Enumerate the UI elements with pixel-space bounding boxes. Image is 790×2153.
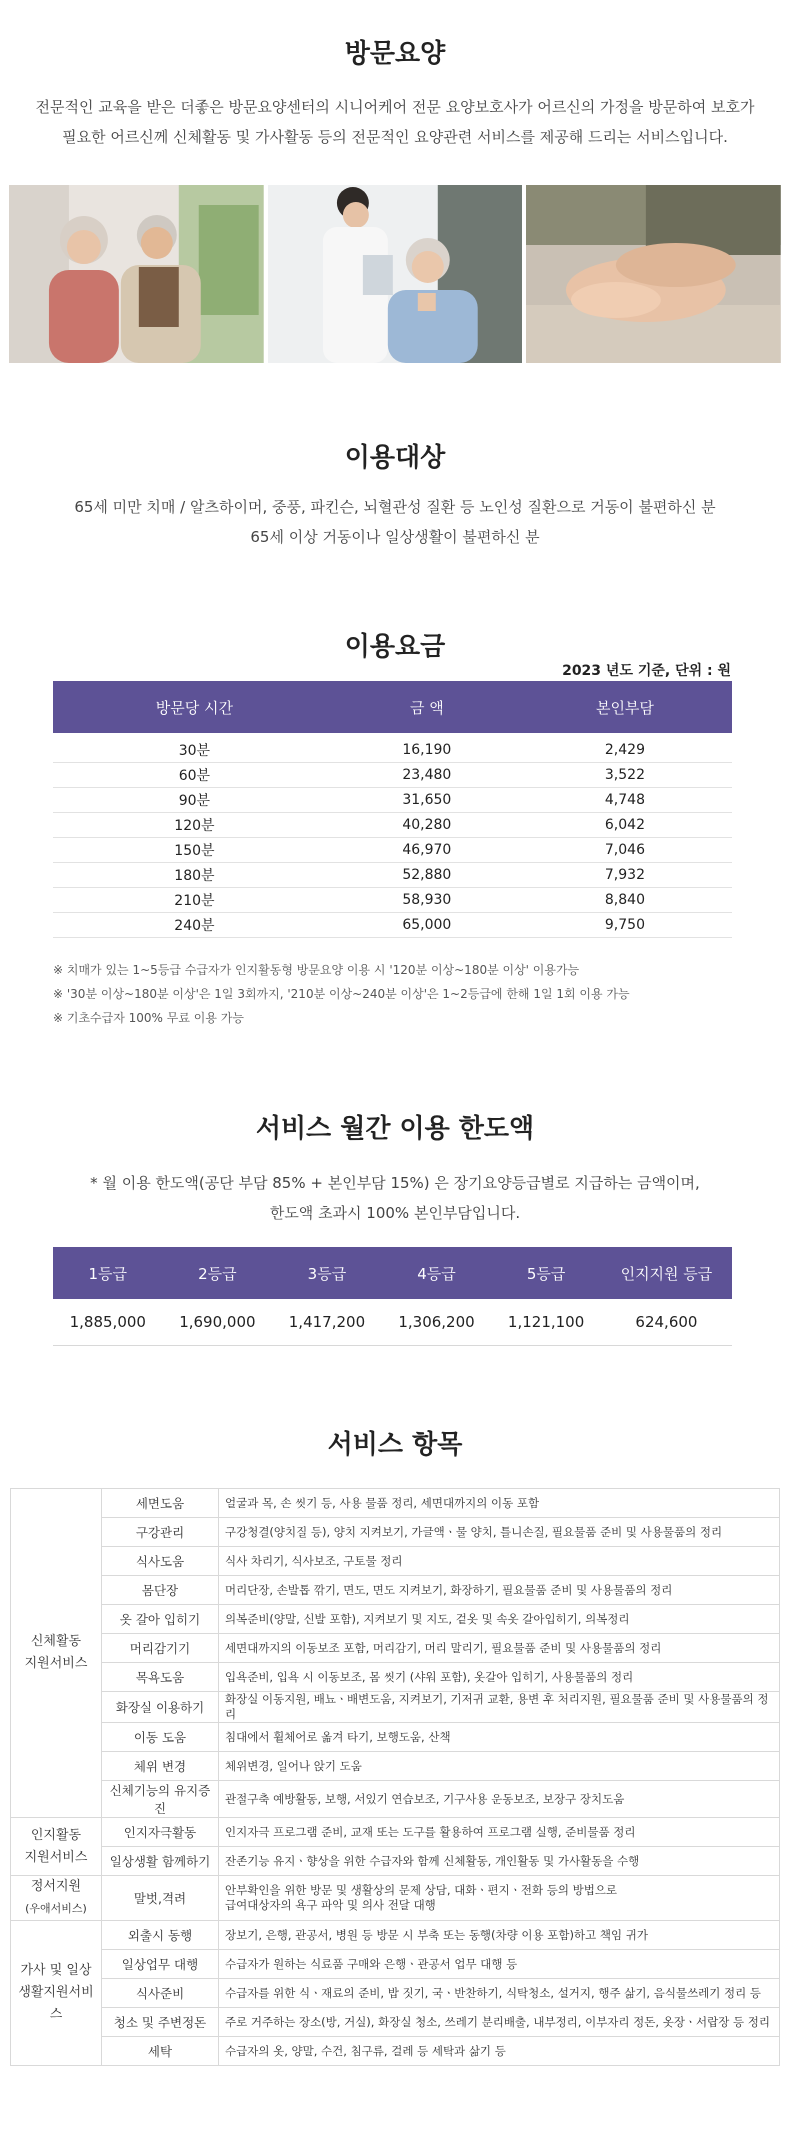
table-row	[53, 763, 732, 788]
table-row	[53, 863, 732, 888]
service-category-line: 생활지원서비스	[18, 1985, 94, 2022]
service-desc: 입욕준비, 입욕 시 이동보조, 몸 씻기 (샤워 포함), 옷갈아 입히기, 사용물품의 정리	[219, 1663, 780, 1692]
service-category	[11, 1921, 102, 2066]
fee-copay: 4,748	[518, 788, 732, 813]
fee-copay: 9,750	[518, 913, 732, 938]
fee-header: 방문당 시간	[53, 681, 336, 733]
table-row	[11, 2008, 780, 2037]
service-category-line: 인지활동	[30, 1827, 82, 1843]
fee-copay: 7,932	[518, 863, 732, 888]
fee-amount: 52,880	[336, 863, 518, 888]
monthly-limit-line: * 월 이용 한도액(공단 부담 85% + 본인부담 15%) 은 장기요양등급별로 지급하는 금액이며,	[90, 1174, 700, 1192]
eligibility-description	[0, 492, 790, 552]
fee-time: 120분	[53, 813, 336, 838]
service-category	[11, 1489, 102, 1818]
service-desc: 식사 차리기, 식사보조, 구토물 정리	[219, 1547, 780, 1576]
grade-value: 624,600	[601, 1299, 732, 1346]
service-desc	[219, 1876, 780, 1921]
grade-header: 4등급	[382, 1247, 492, 1299]
table-row	[53, 813, 732, 838]
service-desc: 화장실 이동지원, 배뇨ㆍ배변도움, 지켜보기, 기저귀 교환, 용변 후 처리지원, 필요물품 준비 및 사용물품의 정리	[219, 1692, 780, 1723]
services-title: 서비스 항목	[327, 1430, 463, 1460]
table-row	[11, 2037, 780, 2066]
service-desc: 장보기, 은행, 관공서, 병원 등 방문 시 부축 또는 동행(차량 이용 포함)하고 책임 귀가	[219, 1921, 780, 1950]
table-row	[11, 1634, 780, 1663]
table-row	[11, 1547, 780, 1576]
fee-amount: 65,000	[336, 913, 518, 938]
service-desc: 얼굴과 목, 손 씻기 등, 사용 물품 정리, 세면대까지의 이동 포함	[219, 1489, 780, 1518]
table-row	[53, 838, 732, 863]
table-row	[11, 1489, 780, 1518]
fee-note: ※ 기초수급자 100% 무료 이용 가능	[53, 1006, 753, 1030]
table-row	[53, 888, 732, 913]
grade-header: 1등급	[53, 1247, 163, 1299]
service-item: 식사도움	[102, 1547, 219, 1576]
fee-note: ※ 치매가 있는 1~5등급 수급자가 인지활동형 방문요양 이용 시 '120분 이상~180분 이상' 이용가능	[53, 958, 753, 982]
fee-header: 금 액	[336, 681, 518, 733]
table-row	[11, 1979, 780, 2008]
service-category	[11, 1876, 102, 1921]
service-item: 목욕도움	[102, 1663, 219, 1692]
grade-header: 5등급	[491, 1247, 601, 1299]
fee-note: ※ '30분 이상~180분 이상'은 1일 3회까지, '210분 이상~240분 이상'은 1~2등급에 한해 1일 1회 이용 가능	[53, 982, 753, 1006]
table-row	[11, 1847, 780, 1876]
table-row	[53, 733, 732, 763]
table-row	[11, 1663, 780, 1692]
photo-holding-hands	[526, 185, 781, 363]
eligibility-line: 65세 미만 치매 / 알츠하이머, 중풍, 파킨슨, 뇌혈관성 질환 등 노인성 질환으로 거동이 불편하신 분	[74, 498, 716, 516]
table-row	[11, 1576, 780, 1605]
table-row	[53, 788, 732, 813]
service-desc: 침대에서 휠체어로 옮겨 타기, 보행도움, 산책	[219, 1723, 780, 1752]
table-row	[11, 1818, 780, 1847]
service-item: 말벗,격려	[102, 1876, 219, 1921]
visit-care-description	[0, 92, 790, 152]
table-row	[11, 1518, 780, 1547]
grade-value: 1,885,000	[53, 1299, 163, 1346]
fee-header: 본인부담	[518, 681, 732, 733]
service-desc: 관절구축 예방활동, 보행, 서있기 연습보조, 기구사용 운동보조, 보장구 장치도움	[219, 1781, 780, 1818]
grade-value: 1,690,000	[163, 1299, 273, 1346]
service-category-line: 정서지원	[30, 1879, 82, 1894]
service-category	[11, 1818, 102, 1876]
visit-care-line: 전문적인 교육을 받은 더좋은 방문요양센터의 시니어케어 전문 요양보호사가 어르신의 가정을 방문하여 보호가	[35, 98, 755, 116]
table-row	[53, 1299, 732, 1346]
fee-amount: 23,480	[336, 763, 518, 788]
service-desc: 주로 거주하는 장소(방, 거실), 화장실 청소, 쓰레기 분리배출, 내부정리, 이부자리 정돈, 옷장ㆍ서랍장 등 정리	[219, 2008, 780, 2037]
table-row	[11, 1605, 780, 1634]
service-item: 구강관리	[102, 1518, 219, 1547]
monthly-limit-description	[0, 1168, 790, 1228]
fee-notes	[53, 958, 753, 1030]
service-desc: 구강청결(양치질 등), 양치 지켜보기, 가글액ㆍ물 양치, 틀니손질, 필요물품 준비 및 사용물품의 정리	[219, 1518, 780, 1547]
service-desc-text: 안부확인을 위한 방문 및 생활상의 문제 상담, 대화ㆍ편지ㆍ전화 등의 방법으로 급여대상자의 욕구 파악 및 의사 전달 대행	[225, 1883, 618, 1912]
service-item: 체위 변경	[102, 1752, 219, 1781]
service-desc: 인지자극 프로그램 준비, 교재 또는 도구를 활용하여 프로그램 실행, 준비물품 정리	[219, 1818, 780, 1847]
service-desc: 수급자가 원하는 식료품 구매와 은행ㆍ관공서 업무 대행 등	[219, 1950, 780, 1979]
fee-copay: 3,522	[518, 763, 732, 788]
service-desc: 세면대까지의 이동보조 포함, 머리감기, 머리 말리기, 필요물품 준비 및 사용물품의 정리	[219, 1634, 780, 1663]
grade-value: 1,306,200	[382, 1299, 492, 1346]
fee-time: 90분	[53, 788, 336, 813]
fee-copay: 2,429	[518, 733, 732, 763]
table-row	[53, 913, 732, 938]
service-item: 식사준비	[102, 1979, 219, 2008]
table-row	[11, 1752, 780, 1781]
fee-copay: 8,840	[518, 888, 732, 913]
fee-copay: 6,042	[518, 813, 732, 838]
monthly-limit-title: 서비스 월간 이용 한도액	[255, 1114, 535, 1144]
table-row	[11, 1692, 780, 1723]
fee-time: 210분	[53, 888, 336, 913]
fee-time: 30분	[53, 733, 336, 763]
grade-value: 1,121,100	[491, 1299, 601, 1346]
service-item: 화장실 이용하기	[102, 1692, 219, 1723]
fee-time: 150분	[53, 838, 336, 863]
service-category-line: 신체활동	[30, 1634, 82, 1649]
service-desc: 의복준비(양말, 신발 포함), 지켜보기 및 지도, 겉옷 및 속옷 갈아입히기, 의복정리	[219, 1605, 780, 1634]
service-desc: 머리단장, 손발톱 깎기, 면도, 면도 지켜보기, 화장하기, 필요물품 준비 및 사용물품의 정리	[219, 1576, 780, 1605]
fee-time: 240분	[53, 913, 336, 938]
photo-senior-couple	[9, 185, 264, 363]
eligibility-title: 이용대상	[344, 443, 446, 473]
visit-care-line: 필요한 어르신께 신체활동 및 가사활동 등의 전문적인 요양관련 서비스를 제공해 드리는 서비스입니다.	[62, 128, 728, 146]
table-row	[11, 1781, 780, 1818]
fee-amount: 16,190	[336, 733, 518, 763]
fee-table	[53, 681, 732, 938]
visit-care-title: 방문요양	[344, 39, 446, 69]
service-category-line: 지원서비스	[24, 1849, 88, 1865]
service-desc: 잔존기능 유지ㆍ향상을 위한 수급자와 함께 신체활동, 개인활동 및 가사활동을 수행	[219, 1847, 780, 1876]
photo-strip	[9, 185, 781, 363]
service-item: 청소 및 주변정돈	[102, 2008, 219, 2037]
fee-copay: 7,046	[518, 838, 732, 863]
service-desc: 수급자의 옷, 양말, 수건, 침구류, 걸레 등 세탁과 삶기 등	[219, 2037, 780, 2066]
service-category-line: (우애서비스)	[25, 1902, 87, 1915]
service-item: 일상업무 대행	[102, 1950, 219, 1979]
fee-amount: 46,970	[336, 838, 518, 863]
fee-amount: 40,280	[336, 813, 518, 838]
service-item: 신체기능의 유지증진	[102, 1781, 219, 1818]
service-item: 몸단장	[102, 1576, 219, 1605]
grade-header: 인지지원 등급	[601, 1247, 732, 1299]
fee-amount: 58,930	[336, 888, 518, 913]
service-item: 외출시 동행	[102, 1921, 219, 1950]
service-item: 세면도움	[102, 1489, 219, 1518]
grade-limit-table	[53, 1247, 732, 1346]
grade-header: 3등급	[272, 1247, 382, 1299]
fee-time: 180분	[53, 863, 336, 888]
service-item: 이동 도움	[102, 1723, 219, 1752]
table-row	[11, 1876, 780, 1921]
monthly-limit-line: 한도액 초과시 100% 본인부담입니다.	[269, 1204, 521, 1222]
service-desc: 수급자를 위한 식ㆍ재료의 준비, 밥 짓기, 국ㆍ반찬하기, 식탁청소, 설거지, 행주 삶기, 음식물쓰레기 정리 등	[219, 1979, 780, 2008]
grade-value: 1,417,200	[272, 1299, 382, 1346]
fees-basis: 2023 년도 기준, 단위 : 원	[562, 663, 731, 679]
table-row	[11, 1723, 780, 1752]
service-item: 세탁	[102, 2037, 219, 2066]
eligibility-line: 65세 이상 거동이나 일상생활이 불편하신 분	[250, 528, 540, 546]
service-item: 머리감기기	[102, 1634, 219, 1663]
table-row	[11, 1950, 780, 1979]
fee-amount: 31,650	[336, 788, 518, 813]
fee-time: 60분	[53, 763, 336, 788]
photo-nurse-checkup	[268, 185, 523, 363]
service-category-line: 지원서비스	[24, 1656, 88, 1671]
service-item: 일상생활 함께하기	[102, 1847, 219, 1876]
table-row	[11, 1921, 780, 1950]
service-category-line: 가사 및 일상	[20, 1963, 92, 1978]
services-table	[10, 1488, 780, 2066]
service-desc: 체위변경, 일어나 앉기 도움	[219, 1752, 780, 1781]
service-item: 인지자극활동	[102, 1818, 219, 1847]
grade-header: 2등급	[163, 1247, 273, 1299]
service-item: 옷 갈아 입히기	[102, 1605, 219, 1634]
fees-title: 이용요금	[344, 632, 446, 662]
